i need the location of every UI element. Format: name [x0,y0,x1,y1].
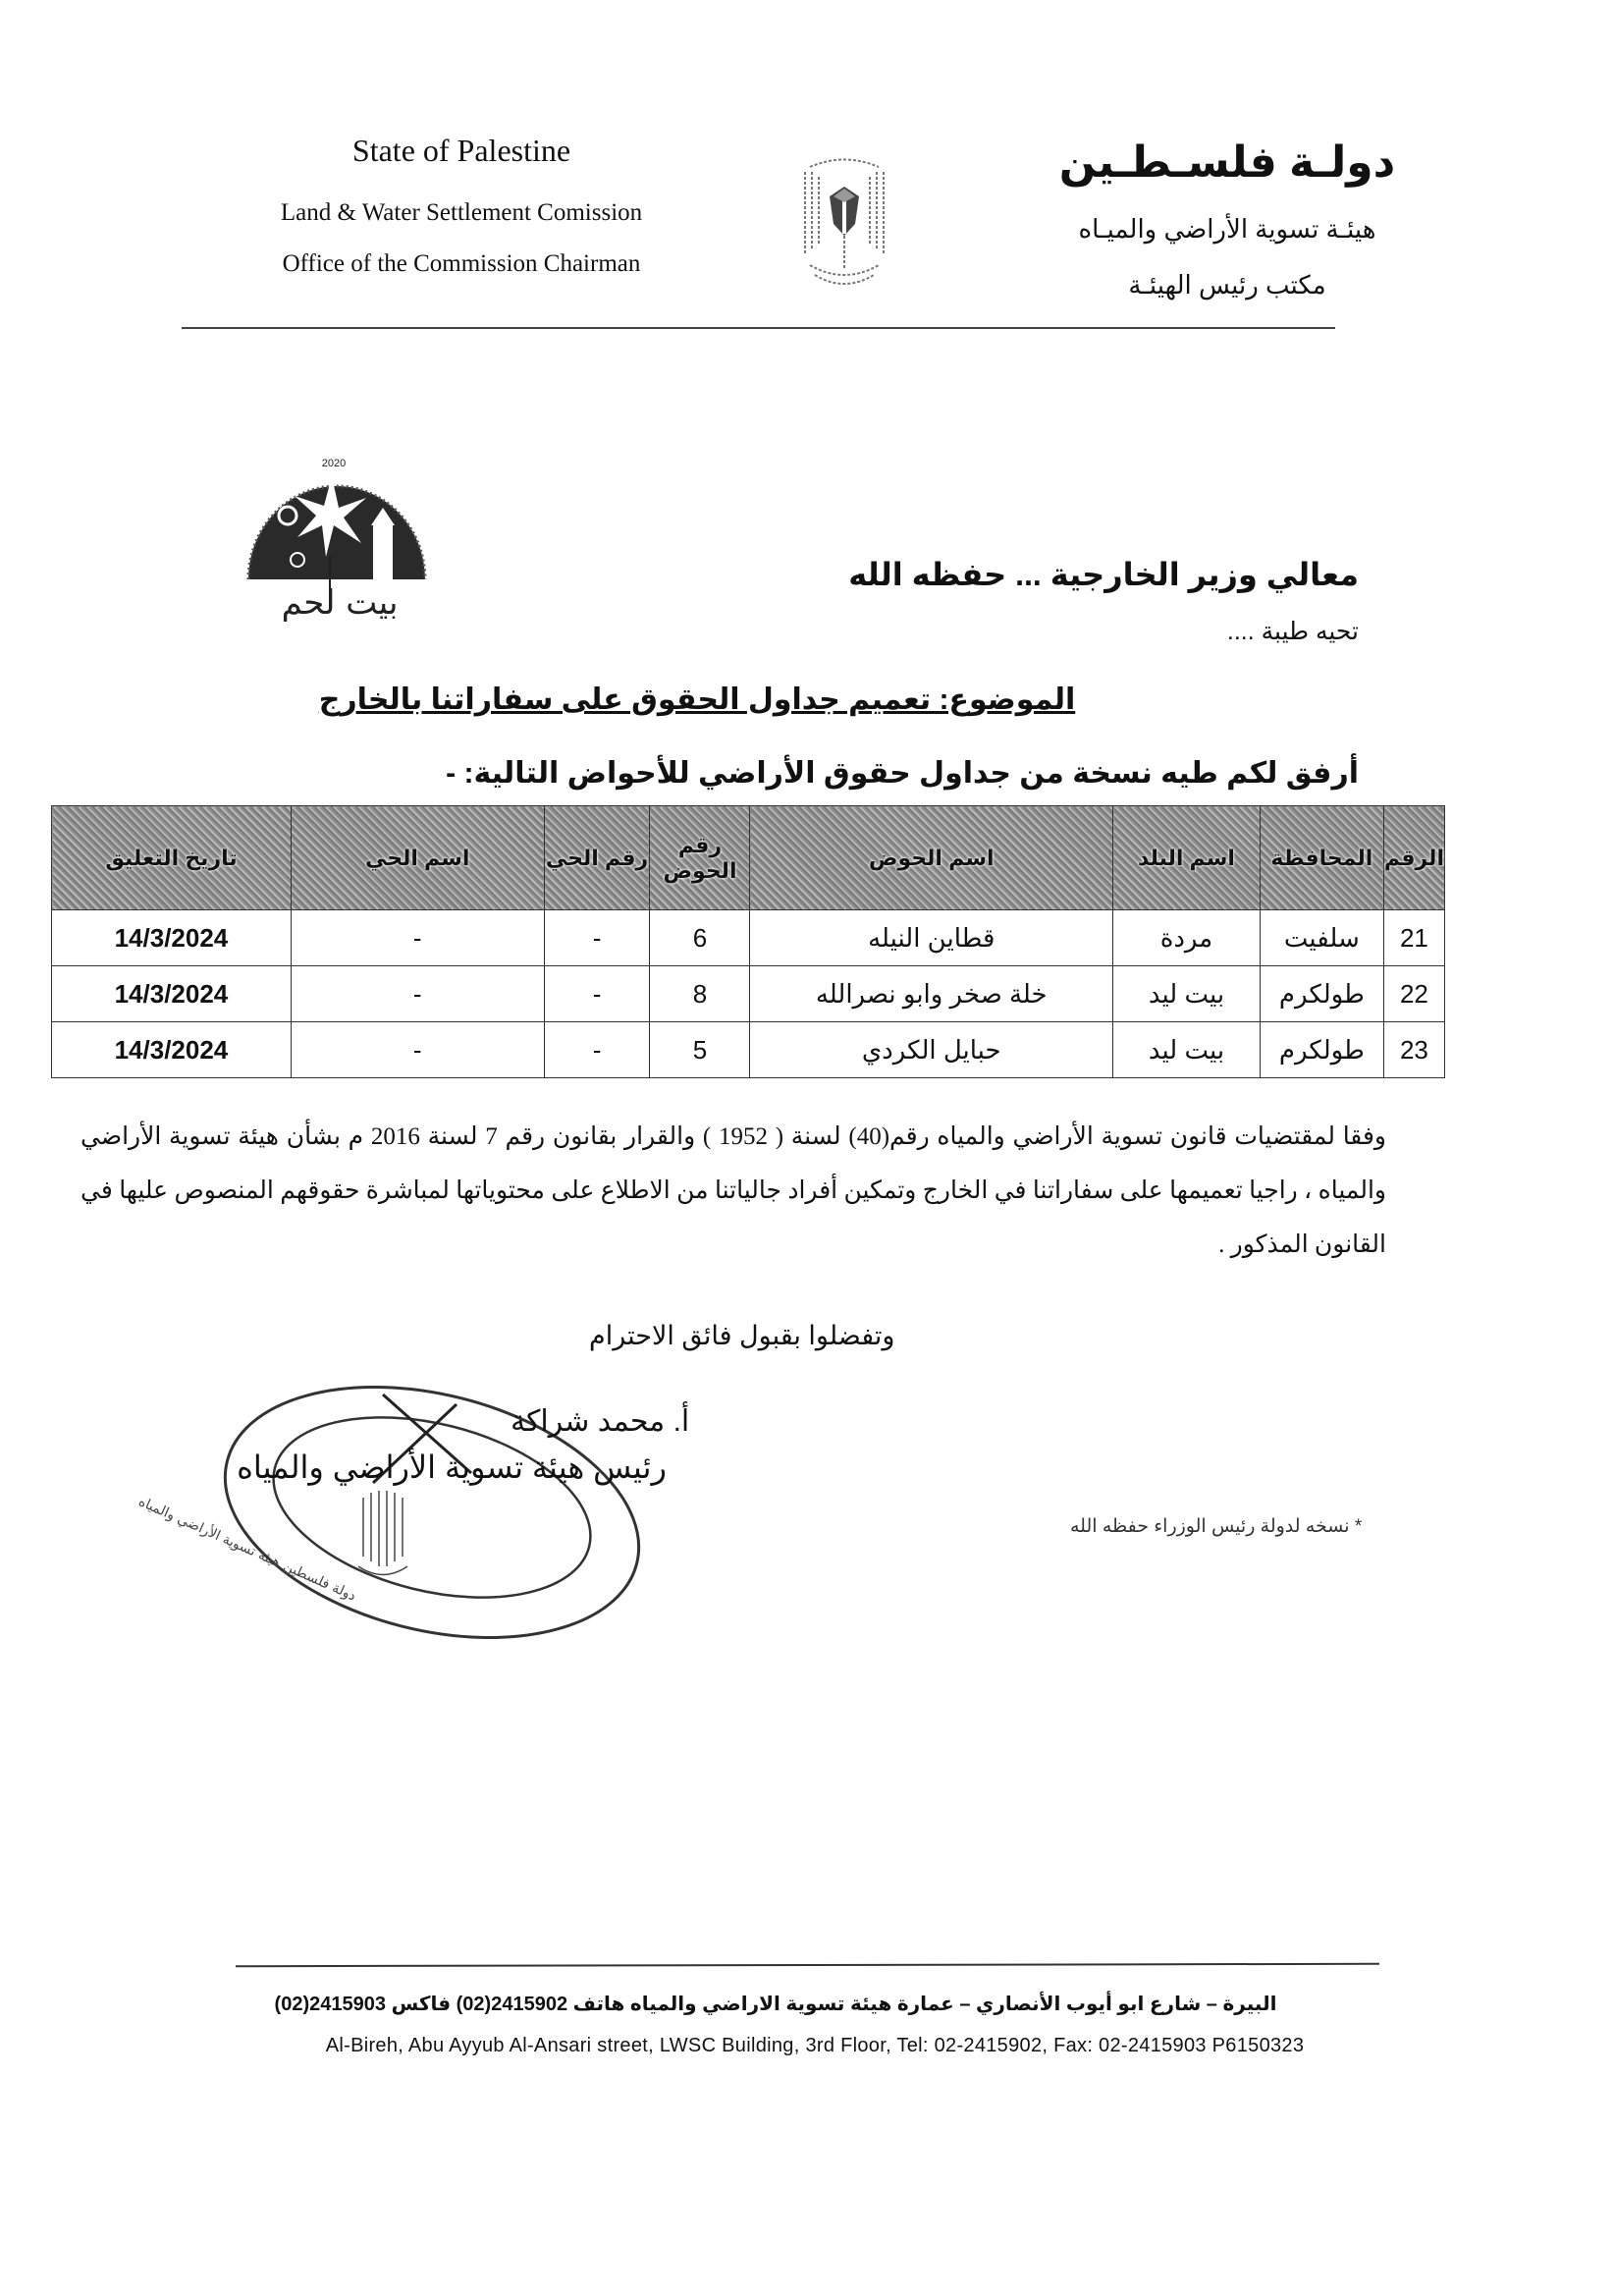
salutation: معالي وزير الخارجية ... حفظه الله [848,557,1359,592]
basins-table [51,805,1445,1078]
basin-number-cell: 6 [650,910,750,966]
town-cell: مردة [1113,910,1261,966]
header-cell: اسم البلد [1113,806,1261,910]
copy-to-note: * نسخه لدولة رئيس الوزراء حفظه الله [1070,1516,1363,1537]
closing-line: وتفضلوا بقبول فائق الاحترام [589,1321,895,1350]
signatory-name: أ. محمد شراكة [511,1405,690,1438]
governorate-cell: سلفيت [1260,910,1383,966]
quarter-name-cell: - [291,1022,544,1078]
signatory-title: رئيس هيئة تسوية الأراضي والمياه [237,1449,667,1485]
header-cell: اسم الحي [291,806,544,910]
subject-line: الموضوع: تعميم جداول الحقوق على سفاراتنا بالخارج [318,683,1076,716]
body-paragraph: وفقا لمقتضيات قانون تسوية الأراضي والمياه رقم(40) لسنة ( 1952 ) والقرار بقانون رقم 7 لسنة 2016 م بشأن هيئة تسوية الأراضي والمياه ، راجيا تعميمها على سفاراتنا في الخارج وتمكين أفراد جالياتنا من الاطلاع على محتوياتها لمباشرة حقوقهم المنصوص عليها في القانون المذكور . [81,1123,1386,1258]
palestine-eagle-emblem-icon [790,137,898,304]
row-number: 22 [1383,966,1444,1022]
english-title: State of Palestine [351,133,571,168]
table-row [52,910,1445,966]
header-cell: تاريخ التعليق [52,806,292,910]
table-row [52,1022,1445,1078]
arabic-office-name: مكتب رئيس الهيئـة [1128,270,1326,300]
header-cell: الرقم [1383,806,1444,910]
stamp-text: دولة فلسطين هيئة تسوية الأراضي والمياه [135,1494,358,1605]
quarter-name-cell: - [291,910,544,966]
town-cell: بيت ليد [1113,1022,1261,1078]
footer-arabic-address: البيرة – شارع ابو أيوب الأنصاري – عمارة هيئة تسوية الاراضي والمياه هاتف 2415902(02) فاكس 2415903(02) [274,1994,1277,2015]
table-row [52,966,1445,1022]
header-cell: اسم الحوض [750,806,1113,910]
header-cell: رقم الحوض [650,806,750,910]
basin-number-cell: 5 [650,1022,750,1078]
row-number: 21 [1383,910,1444,966]
basin-name-cell: حبايل الكردي [750,1022,1113,1078]
quarter-number-cell: - [544,910,650,966]
posting-date-cell: 14/3/2024 [52,966,292,1022]
arabic-commission-name: هيئـة تسوية الأراضي والميـاه [1078,214,1376,244]
posting-date-cell: 14/3/2024 [52,1022,292,1078]
basin-name-cell: قطاين النيله [750,910,1113,966]
town-cell: بيت ليد [1113,966,1261,1022]
intro-line: أرفق لكم طيه نسخة من جداول حقوق الأراضي للأحواض التالية: - [446,757,1359,790]
greeting: تحيه طيبة .... [1226,618,1359,645]
governorate-cell: طولكرم [1260,966,1383,1022]
basin-name-cell: خلة صخر وابو نصرالله [750,966,1113,1022]
arabic-title: دولـة فلسـطـين [1058,138,1396,187]
quarter-number-cell: - [544,966,650,1022]
quarter-name-cell: - [291,966,544,1022]
governorate-cell: طولكرم [1260,1022,1383,1078]
english-commission-name: Land & Water Settlement Comission [280,199,643,226]
quarter-number-cell: - [544,1022,650,1078]
footer-divider [236,1963,1379,1967]
bethlehem-2020-logo-icon [224,447,445,629]
english-office-name: Office of the Commission Chairman [282,250,641,277]
logo-year-text: 2020 [321,458,347,469]
posting-date-cell: 14/3/2024 [52,910,292,966]
table-header-row [52,806,1445,910]
header-divider [182,327,1335,329]
footer-english-address: Al-Bireh, Abu Ayyub Al-Ansari street, LWSC Building, 3rd Floor, Tel: 02-2415902, Fax: 02-2415903 P6150323 [325,2035,1305,2056]
row-number: 23 [1383,1022,1444,1078]
logo-arabic-text: بيت لحم [281,583,399,623]
header-cell: المحافظة [1260,806,1383,910]
header-cell: رقم الحي [544,806,650,910]
basin-number-cell: 8 [650,966,750,1022]
